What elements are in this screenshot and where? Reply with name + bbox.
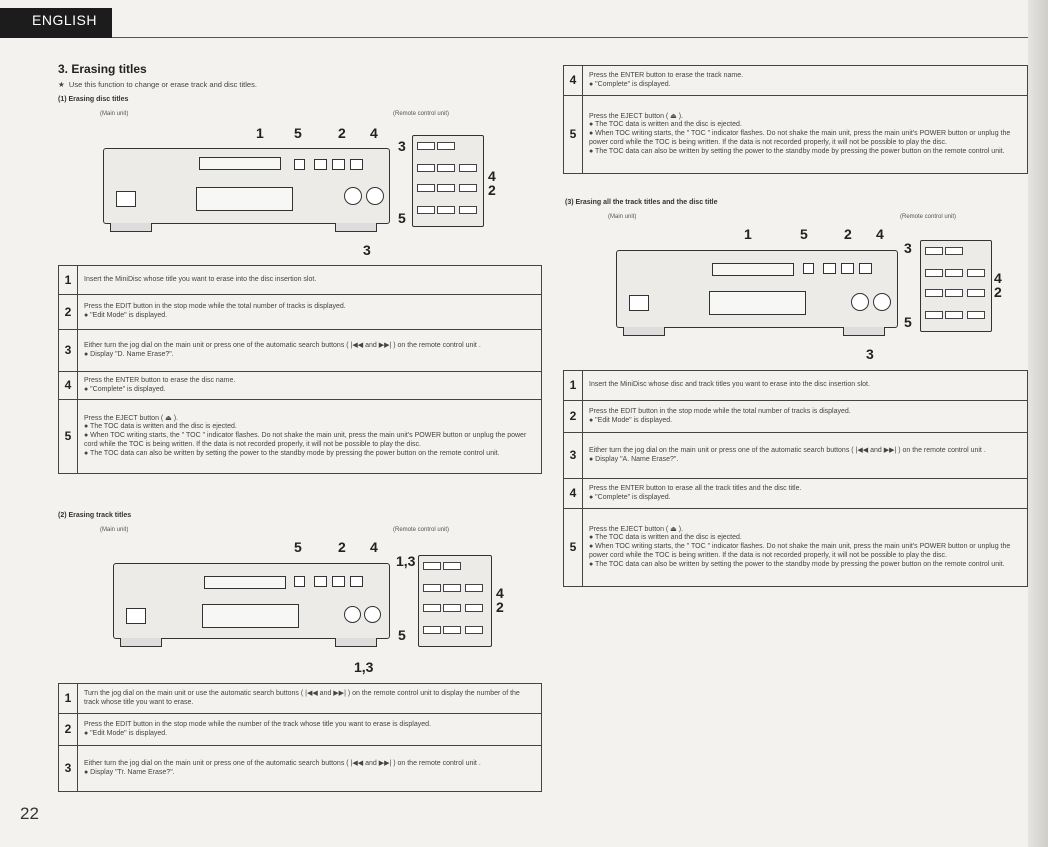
callout: 5: [904, 314, 912, 330]
callout: 4: [496, 585, 504, 601]
table-row: [564, 371, 1028, 401]
step-number: 5: [564, 96, 583, 174]
table-row: [564, 96, 1028, 174]
sub3-title: (3) Erasing all the track titles and the disc title: [565, 199, 718, 206]
table-row: [564, 433, 1028, 479]
callout: 4: [370, 125, 378, 141]
table-row: [564, 401, 1028, 433]
callout: 4: [488, 168, 496, 184]
callout: 2: [338, 539, 346, 555]
step-number: 5: [59, 400, 78, 474]
step-text: Press the ENTER button to erase the track name. ● "Complete" is displayed.: [583, 66, 1028, 96]
table-row: [59, 400, 542, 474]
section-note: [58, 80, 257, 89]
step-number: 3: [59, 746, 78, 792]
step-number: 1: [564, 371, 583, 401]
callout: 2: [488, 182, 496, 198]
step-text: Either turn the jog dial on the main unit or press one of the automatic search buttons ( |◀◀ and ▶▶| ) on the remote control unit . ● Display "A. Name Erase?".: [583, 433, 1028, 479]
step-number: 2: [59, 295, 78, 330]
step-text: Insert the MiniDisc whose disc and track titles you want to erase into the disc insertion slot.: [583, 371, 1028, 401]
sub2-title: (2) Erasing track titles: [58, 512, 132, 519]
remote-drawing: [412, 135, 484, 227]
step-text: Press the EDIT button in the stop mode while the total number of tracks is displayed. ● "Edit Mode" is displayed.: [583, 401, 1028, 433]
remote-drawing: [418, 555, 492, 647]
callout: 4: [370, 539, 378, 555]
callout: 3: [363, 242, 371, 258]
table-row: [59, 266, 542, 295]
step-number: 3: [59, 330, 78, 372]
sub3-device-illustration: [608, 222, 1028, 372]
sub2-remote-label: (Remote control unit): [393, 527, 450, 533]
callout: 1: [256, 125, 264, 141]
sub2-main-unit-label: (Main unit): [100, 527, 129, 533]
step-number: 4: [59, 372, 78, 400]
sub3-remote-label: (Remote control unit): [900, 214, 957, 220]
table-row: [59, 330, 542, 372]
step-text: Press the EDIT button in the stop mode while the number of the track whose title you want to erase is displayed. ● "Edit Mode" is displayed.: [78, 714, 542, 746]
step-text: Press the EJECT button ( ⏏ ). ● The TOC data is written and the disc is ejected. ● When TOC writing starts, the " TOC " indicator flashes. Do not shake the main unit, press the main unit's POWER button or unplug the power cord while the TOC is being written. If the data is not recorded properly, it will not be possible to play the disc. ● The TOC data can also be written by setting the power to the standby mode by pressing the power button on the remote control unit.: [78, 400, 542, 474]
step-text: Press the ENTER button to erase the disc name. ● "Complete" is displayed.: [78, 372, 542, 400]
sub2-steps-table: [58, 683, 542, 792]
table-row: [564, 509, 1028, 587]
sub1-remote-label: (Remote control unit): [393, 111, 450, 117]
remote-drawing: [920, 240, 992, 332]
step-text: Insert the MiniDisc whose title you want to erase into the disc insertion slot.: [78, 266, 542, 295]
sub1-main-unit-label: (Main unit): [100, 111, 129, 117]
step-number: 3: [564, 433, 583, 479]
sub2-steps-continued-table: [563, 65, 1028, 174]
table-row: [59, 684, 542, 714]
sub1-device-illustration: [100, 120, 520, 270]
main-unit-drawing: [103, 148, 390, 224]
step-text: Either turn the jog dial on the main unit or press one of the automatic search buttons ( |◀◀ and ▶▶| ) on the remote control unit . ● Display "D. Name Erase?".: [78, 330, 542, 372]
step-number: 2: [59, 714, 78, 746]
callout: 2: [338, 125, 346, 141]
sub2-device-illustration: [100, 535, 520, 675]
callout: 3: [398, 138, 406, 154]
table-row: [59, 295, 542, 330]
star-icon: ★: [58, 80, 65, 89]
sub1-steps-table: [58, 265, 542, 474]
step-text: Press the EJECT button ( ⏏ ). ● The TOC data is written and the disc is ejected. ● When TOC writing starts, the " TOC " indicator flashes. Do not shake the main unit, press the main unit's POWER button or unplug the power cord while the TOC is being written. If the data is not recorded properly, it will not be possible to play the disc. ● The TOC data can also be written by setting the power to the standby mode by pressing the power button on the remote control unit.: [583, 509, 1028, 587]
step-text: Turn the jog dial on the main unit or use the automatic search buttons ( |◀◀ and ▶▶| ) on the remote control unit to display the number of the track whose title you want to erase.: [78, 684, 542, 714]
step-text: Press the EJECT button ( ⏏ ). ● The TOC data is written and the disc is ejected. ● When TOC writing starts, the " TOC " indicator flashes. Do not shake the main unit, press the main unit's POWER button or unplug the power cord while the TOC is being written. If the data is not recorded properly, it will not be possible to play the disc. ● The TOC data can also be written by setting the power to the standby mode by pressing the power button on the remote control unit.: [583, 96, 1028, 174]
table-row: [59, 372, 542, 400]
callout: 3: [904, 240, 912, 256]
step-number: 5: [564, 509, 583, 587]
table-row: [59, 746, 542, 792]
table-row: [59, 714, 542, 746]
step-number: 1: [59, 684, 78, 714]
callout: 2: [994, 284, 1002, 300]
table-row: [564, 66, 1028, 96]
header-rule: [112, 37, 1047, 38]
language-tab: ENGLISH: [0, 8, 112, 38]
callout: 5: [294, 125, 302, 141]
callout: 2: [844, 226, 852, 242]
step-text: Either turn the jog dial on the main unit or press one of the automatic search buttons ( |◀◀ and ▶▶| ) on the remote control unit . ● Display "Tr. Name Erase?".: [78, 746, 542, 792]
sub3-steps-table: [563, 370, 1028, 587]
step-number: 4: [564, 479, 583, 509]
main-unit-drawing: [113, 563, 390, 639]
sub3-main-unit-label: (Main unit): [608, 214, 637, 220]
callout: 4: [876, 226, 884, 242]
section-note-text: Use this function to change or erase track and disc titles.: [68, 80, 257, 89]
step-text: Press the ENTER button to erase all the track titles and the disc title. ● "Complete" is displayed.: [583, 479, 1028, 509]
step-number: 2: [564, 401, 583, 433]
callout: 1,3: [396, 553, 416, 569]
step-number: 4: [564, 66, 583, 96]
table-row: [564, 479, 1028, 509]
callout: 5: [294, 539, 302, 555]
callout: 1: [744, 226, 752, 242]
step-number: 1: [59, 266, 78, 295]
callout: 4: [994, 270, 1002, 286]
callout: 1,3: [354, 659, 374, 675]
callout: 5: [398, 210, 406, 226]
callout: 5: [800, 226, 808, 242]
callout: 5: [398, 627, 406, 643]
page-spine: [1028, 0, 1048, 847]
callout: 3: [866, 346, 874, 362]
page-number: 22: [20, 804, 39, 823]
step-text: Press the EDIT button in the stop mode while the total number of tracks is displayed. ● "Edit Mode" is displayed.: [78, 295, 542, 330]
main-unit-drawing: [616, 250, 898, 328]
sub1-title: (1) Erasing disc titles: [58, 96, 129, 103]
section-title: 3. Erasing titles: [58, 62, 147, 76]
callout: 2: [496, 599, 504, 615]
